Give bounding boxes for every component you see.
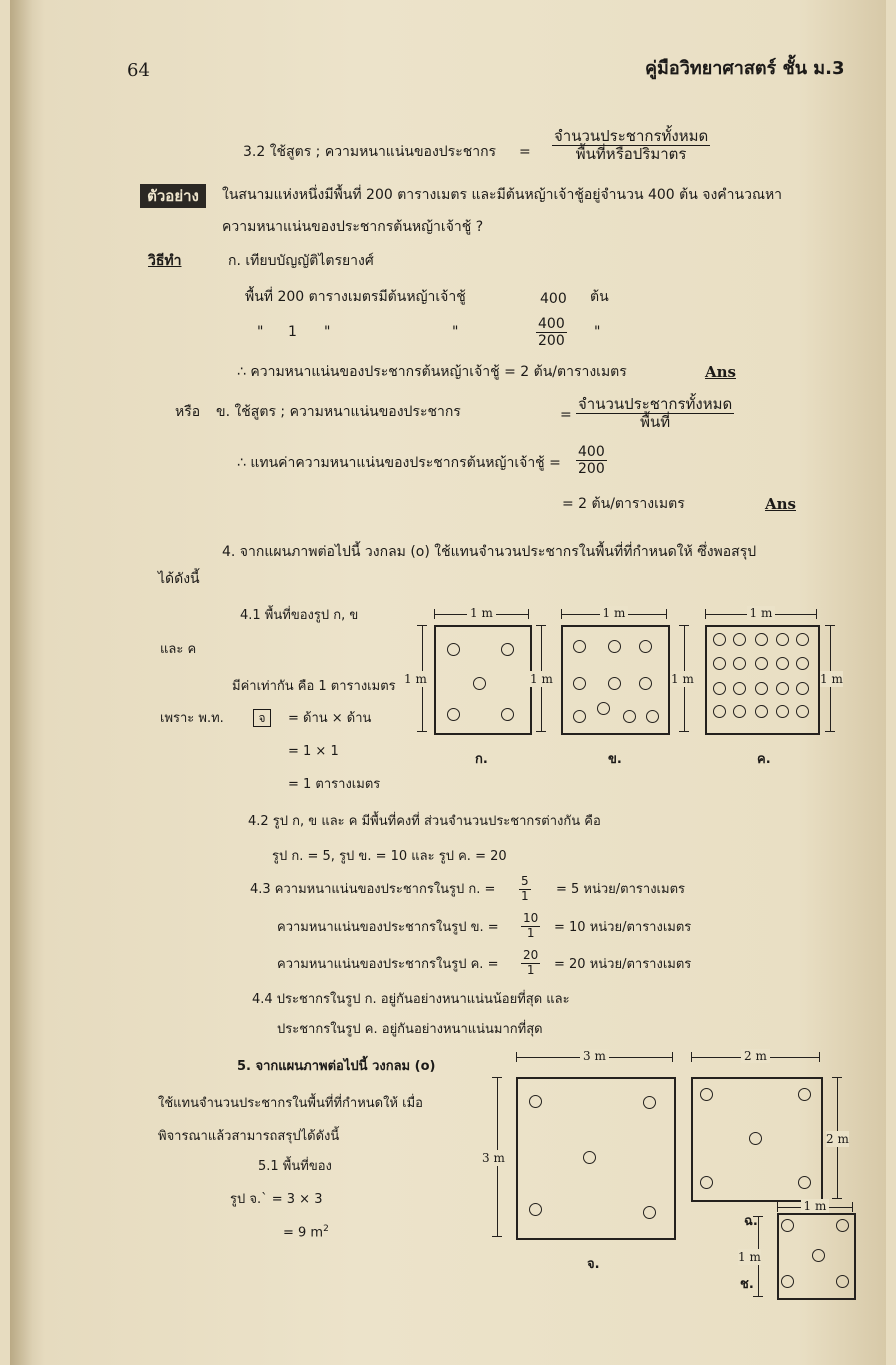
dimension-tick: [536, 625, 546, 626]
q4-3-b-pre: ความหนาแน่นของประชากรในรูป ข. =: [277, 920, 499, 935]
population-circle: [749, 1132, 762, 1145]
method-b-fraction: [576, 396, 734, 432]
population-circle: [529, 1203, 542, 1216]
method-a-result: ∴ ความหนาแน่นของประชากรต้นหญ้าเจ้าชู้ = 2 ต้น/ตารางเมตร: [237, 364, 627, 380]
population-circle: [781, 1219, 794, 1232]
method-a-line-1-value: 400: [540, 291, 567, 307]
dimension-tick: [816, 609, 817, 619]
population-circle: [796, 657, 809, 670]
q5-1-line-b: รูป จ.` = 3 × 3: [230, 1192, 323, 1207]
population-circle: [447, 708, 460, 721]
caption-f: ฉ.: [744, 1214, 758, 1229]
fraction-denominator: 200: [538, 333, 565, 350]
fraction-numerator: 10: [523, 911, 539, 925]
q4-1-line-d-pre: เพราะ พ.ท.: [160, 711, 224, 726]
method-a-line-1-unit: ต้น: [590, 289, 609, 305]
formula-32-fraction: [552, 128, 710, 164]
page-spine-shadow: [10, 0, 32, 1365]
population-circle: [583, 1151, 596, 1164]
q4-1-line-e: = 1 × 1: [288, 744, 339, 759]
q5-1-line-a: 5.1 พื้นที่ของ: [258, 1159, 332, 1174]
dimension-tick: [417, 731, 427, 732]
example-line-2: ความหนาแน่นของประชากรต้นหญ้าเจ้าชู้ ?: [222, 219, 484, 235]
area-exponent: 2: [323, 1224, 329, 1234]
population-circle: [755, 705, 768, 718]
ditto-mark: ": [452, 324, 459, 340]
population-circle: [713, 682, 726, 695]
fraction-denominator: 1: [526, 925, 535, 940]
dimension-label: 1 m: [600, 606, 629, 620]
population-circle: [781, 1275, 794, 1288]
method-b-substitution: ∴ แทนค่าความหนาแน่นของประชากรต้นหญ้าเจ้าชู้ =: [237, 455, 561, 471]
population-circle: [812, 1249, 825, 1262]
boxed-letter-text: จ: [253, 709, 271, 727]
q4-1-line-c: มีค่าเท่ากัน คือ 1 ตารางเมตร: [232, 679, 396, 694]
formula-32-label: 3.2 ใช้สูตร ; ความหนาแน่นของประชากร: [243, 144, 497, 160]
dimension-label: 1 m: [404, 672, 427, 686]
population-circle: [776, 633, 789, 646]
dimension-tick: [672, 1052, 673, 1062]
method-a-line-2-fraction: [536, 316, 567, 349]
dimension-tick: [825, 625, 835, 626]
dimension-label: 1 m: [738, 1250, 761, 1264]
dimension-label: 2 m: [741, 1049, 770, 1063]
fraction-numerator: 400: [578, 444, 605, 460]
population-circle: [755, 657, 768, 670]
formula-32-numerator: จำนวนประชากรทั้งหมด: [554, 127, 709, 145]
method-label: วิธีทำ: [148, 253, 182, 269]
q4-3-a-post: = 5 หน่วย/ตารางเมตร: [556, 882, 685, 897]
dimension-tick: [492, 1236, 502, 1237]
area-value: = 9 m: [283, 1225, 324, 1241]
q4-2-line-b: รูป ก. = 5, รูป ข. = 10 และ รูป ค. = 20: [272, 849, 507, 864]
ditto-mark: ": [594, 324, 601, 340]
boxed-letter: [253, 709, 271, 727]
q4-1-line-d-post: = ด้าน × ด้าน: [288, 711, 372, 726]
book-title: คู่มือวิทยาศาสตร์ ชั้น ม.3: [645, 58, 845, 79]
dimension-tick: [492, 1077, 502, 1078]
dimension-tick: [417, 625, 427, 626]
dimension-label: 3 m: [482, 1150, 505, 1165]
dimension-tick: [777, 1202, 778, 1212]
q4-3-b-post: = 10 หน่วย/ตารางเมตร: [554, 920, 692, 935]
q4-3-b-fraction: [521, 912, 540, 941]
method-b-result: = 2 ต้น/ตารางเมตร: [562, 496, 685, 512]
population-circle: [608, 640, 621, 653]
dimension-tick: [516, 1052, 517, 1062]
q4-3-c-post: = 20 หน่วย/ตารางเมตร: [554, 957, 692, 972]
population-circle: [796, 705, 809, 718]
dimension-tick: [832, 1077, 842, 1078]
caption-g: ช.: [740, 1277, 754, 1292]
population-circle: [755, 633, 768, 646]
method-b-title: ข. ใช้สูตร ; ความหนาแน่นของประชากร: [216, 404, 461, 420]
population-circle: [573, 640, 586, 653]
fraction-numerator: จำนวนประชากรทั้งหมด: [578, 395, 733, 413]
q4-line-1: 4. จากแผนภาพต่อไปนี้ วงกลม (o) ใช้แทนจำนวนประชากรในพื้นที่ที่กำหนดให้ ซึ่งพอสรุป: [222, 544, 757, 560]
population-circle: [836, 1219, 849, 1232]
dimension-tick: [819, 1052, 820, 1062]
q4-1-line-f: = 1 ตารางเมตร: [288, 777, 381, 792]
dimension-label: 1 m: [747, 606, 776, 620]
dimension-tick: [852, 1202, 853, 1212]
dimension-tick: [825, 731, 835, 732]
population-circle: [798, 1088, 811, 1101]
q4-4-line-b: ประชากรในรูป ค. อยู่กันอย่างหนาแน่นมากที่สุด: [277, 1022, 543, 1037]
population-circle: [755, 682, 768, 695]
method-a-title: ก. เทียบบัญญัติไตรยางศ์: [228, 253, 374, 269]
population-circle: [776, 682, 789, 695]
page-number: 64: [127, 60, 150, 81]
population-circle: [776, 657, 789, 670]
example-tag: ตัวอย่าง: [140, 184, 206, 208]
population-circle: [643, 1206, 656, 1219]
dimension-tick: [536, 731, 546, 732]
dimension-label: 2 m: [826, 1131, 849, 1146]
population-circle: [796, 682, 809, 695]
population-circle: [643, 1096, 656, 1109]
q5-line-2: ใช้แทนจำนวนประชากรในพื้นที่ที่กำหนดให้ เมื่อ: [158, 1096, 423, 1111]
population-circle: [573, 710, 586, 723]
method-a-line-1: พื้นที่ 200 ตารางเมตรมีต้นหญ้าเจ้าชู้: [245, 289, 466, 305]
population-circle: [608, 677, 621, 690]
population-circle: [733, 682, 746, 695]
fraction-denominator: 1: [521, 888, 529, 903]
caption-e: จ.: [587, 1257, 600, 1272]
caption-b: ข.: [608, 752, 622, 767]
dimension-tick: [528, 609, 529, 619]
dimension-tick: [434, 609, 435, 619]
method-b-substitution-fraction: [576, 444, 607, 477]
dimension-tick: [666, 609, 667, 619]
fraction-numerator: 400: [538, 316, 565, 332]
dimension-label: 1 m: [801, 1199, 830, 1213]
dimension-label: 3 m: [580, 1049, 609, 1063]
ditto-mark: ": [324, 324, 331, 340]
q4-2-line-a: 4.2 รูป ก, ข และ ค มีพื้นที่คงที่ ส่วนจำนวนประชากรต่างกัน คือ: [248, 814, 601, 829]
q5-line-3: พิจารณาแล้วสามารถสรุปได้ดังนี้: [158, 1129, 340, 1144]
fraction-numerator: 5: [521, 874, 529, 888]
q5-1-line-c: [283, 1225, 329, 1239]
fraction-numerator: 20: [523, 948, 539, 962]
dimension-label: 1 m: [467, 606, 496, 620]
dimension-label: 1 m: [530, 672, 553, 686]
population-circle: [529, 1095, 542, 1108]
ditto-mark: ": [257, 324, 264, 340]
formula-32-equals: =: [519, 144, 531, 160]
fraction-denominator: 200: [578, 461, 605, 478]
q4-3-a-pre: 4.3 ความหนาแน่นของประชากรในรูป ก. =: [250, 882, 496, 897]
fraction-denominator: 1: [526, 962, 535, 977]
q4-line-2: ได้ดังนี้: [158, 571, 200, 587]
population-circle: [796, 633, 809, 646]
q4-3-a-fraction: [519, 875, 531, 904]
q5-line-1: 5. จากแผนภาพต่อไปนี้ วงกลม (o): [237, 1059, 436, 1074]
dimension-tick: [561, 609, 562, 619]
dimension-tick: [832, 1198, 842, 1199]
method-a-line-2-one: 1: [288, 324, 297, 340]
dimension-tick: [691, 1052, 692, 1062]
dimension-tick: [679, 625, 689, 626]
dimension-tick: [705, 609, 706, 619]
q4-3-c-pre: ความหนาแน่นของประชากรในรูป ค. =: [277, 957, 499, 972]
q4-4-line-a: 4.4 ประชากรในรูป ก. อยู่กันอย่างหนาแน่นน้อยที่สุด และ: [252, 992, 570, 1007]
dimension-label: 1 m: [820, 672, 843, 686]
q4-1-line-a: 4.1 พื้นที่ของรูป ก, ข: [240, 608, 359, 623]
caption-a: ก.: [475, 752, 488, 767]
population-circle: [776, 705, 789, 718]
formula-32-denominator: พื้นที่หรือปริมาตร: [575, 145, 687, 164]
method-b-equals: =: [560, 407, 572, 423]
dimension-label: 1 m: [671, 672, 694, 686]
fraction-denominator: พื้นที่: [640, 413, 671, 432]
or-label: หรือ: [175, 404, 201, 420]
answer-mark: Ans: [765, 495, 796, 513]
q4-3-c-fraction: [521, 949, 540, 978]
population-circle: [597, 702, 610, 715]
population-circle: [798, 1176, 811, 1189]
q4-1-line-b: และ ค: [160, 642, 197, 657]
dimension-tick: [753, 1296, 763, 1297]
caption-c: ค.: [757, 752, 771, 767]
dimension-tick: [679, 731, 689, 732]
example-line-1: ในสนามแห่งหนึ่งมีพื้นที่ 200 ตารางเมตร และมีต้นหญ้าเจ้าชู้อยู่จำนวน 400 ต้น จงคำนวณหา: [222, 187, 783, 203]
answer-mark: Ans: [705, 363, 736, 381]
